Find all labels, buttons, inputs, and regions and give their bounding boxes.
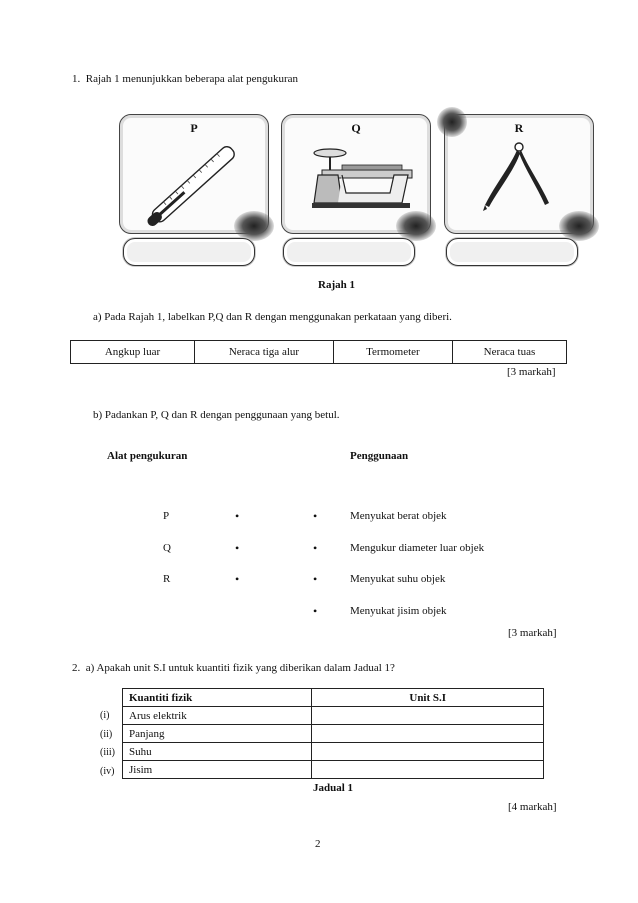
- match-dot-right[interactable]: •: [313, 509, 318, 523]
- figure-label-r: R: [514, 121, 524, 135]
- jadual-1-table: [122, 688, 544, 779]
- quantity-cell: Jisim: [123, 761, 312, 779]
- match-dot-left[interactable]: •: [235, 509, 240, 523]
- word-bank-cell: Neraca tuas: [452, 341, 566, 364]
- match-dot-right[interactable]: •: [313, 541, 318, 555]
- header-unit: Unit S.I: [312, 689, 544, 707]
- question-1: [72, 73, 298, 85]
- word-bank-cell: Neraca tiga alur: [195, 341, 334, 364]
- match-dot-left[interactable]: •: [235, 541, 240, 555]
- unit-answer-cell[interactable]: [312, 725, 544, 743]
- marks-1b: [3 markah]: [508, 627, 557, 639]
- corner-smudge: [396, 211, 436, 241]
- figure-card-r: [444, 114, 594, 234]
- corner-smudge: [437, 107, 467, 137]
- quantity-cell: Arus elektrik: [123, 707, 312, 725]
- page-number: 2: [315, 838, 321, 850]
- match-item-r: R: [163, 573, 171, 585]
- question-1-number: 1.: [72, 73, 81, 85]
- match-dot-right[interactable]: •: [313, 604, 318, 618]
- marks-1a: [3 markah]: [507, 366, 556, 378]
- row-number: (ii): [100, 729, 113, 740]
- figure-card-q: [281, 114, 431, 234]
- table-row: [123, 743, 544, 761]
- figure-card-p: [119, 114, 269, 234]
- row-number: (i): [100, 710, 110, 721]
- column-header-penggunaan: Penggunaan: [350, 450, 409, 462]
- use-option: Menyukat berat objek: [350, 510, 447, 522]
- marks-2: [4 markah]: [508, 801, 557, 813]
- quantity-cell: Panjang: [123, 725, 312, 743]
- corner-smudge: [234, 211, 274, 241]
- figure-label-q: Q: [351, 121, 361, 135]
- match-item-p: P: [163, 510, 170, 522]
- word-bank-cell: Termometer: [333, 341, 452, 364]
- figure-label-p: P: [190, 121, 198, 135]
- figure-caption: Rajah 1: [318, 279, 355, 291]
- label-box-q[interactable]: [283, 238, 415, 266]
- quantity-cell: Suhu: [123, 743, 312, 761]
- question-2-number: 2.: [72, 662, 81, 674]
- header-kuantiti: Kuantiti fizik: [123, 689, 312, 707]
- question-2: [72, 662, 395, 674]
- question-2-text: a) Apakah unit S.I untuk kuantiti fizik yang diberikan dalam Jadual 1?: [85, 662, 395, 674]
- unit-answer-cell[interactable]: [312, 707, 544, 725]
- word-bank-table: [70, 340, 567, 364]
- label-box-p[interactable]: [123, 238, 255, 266]
- match-dot-right[interactable]: •: [313, 572, 318, 586]
- table-row: [123, 725, 544, 743]
- question-1b-text: b) Padankan P, Q dan R dengan penggunaan yang betul.: [93, 409, 340, 421]
- match-item-q: Q: [163, 542, 171, 554]
- column-header-alat: Alat pengukuran: [107, 450, 188, 462]
- match-dot-left[interactable]: •: [235, 572, 240, 586]
- table-header-row: [123, 689, 544, 707]
- unit-answer-cell[interactable]: [312, 761, 544, 779]
- label-box-r[interactable]: [446, 238, 578, 266]
- word-bank-cell: Angkup luar: [71, 341, 195, 364]
- question-1-text: Rajah 1 menunjukkan beberapa alat pengukuran: [85, 73, 299, 85]
- question-1a-text: a) Pada Rajah 1, labelkan P,Q dan R dengan menggunakan perkataan yang diberi.: [93, 311, 452, 323]
- use-option: Mengukur diameter luar objek: [350, 542, 485, 554]
- row-number: (iv): [100, 766, 115, 777]
- table-row: [123, 707, 544, 725]
- table-caption: Jadual 1: [313, 782, 354, 794]
- unit-answer-cell[interactable]: [312, 743, 544, 761]
- use-option: Menyukat suhu objek: [350, 573, 446, 585]
- table-row: [123, 761, 544, 779]
- corner-smudge: [559, 211, 599, 241]
- use-option: Menyukat jisim objek: [350, 605, 447, 617]
- row-number: (iii): [100, 747, 115, 758]
